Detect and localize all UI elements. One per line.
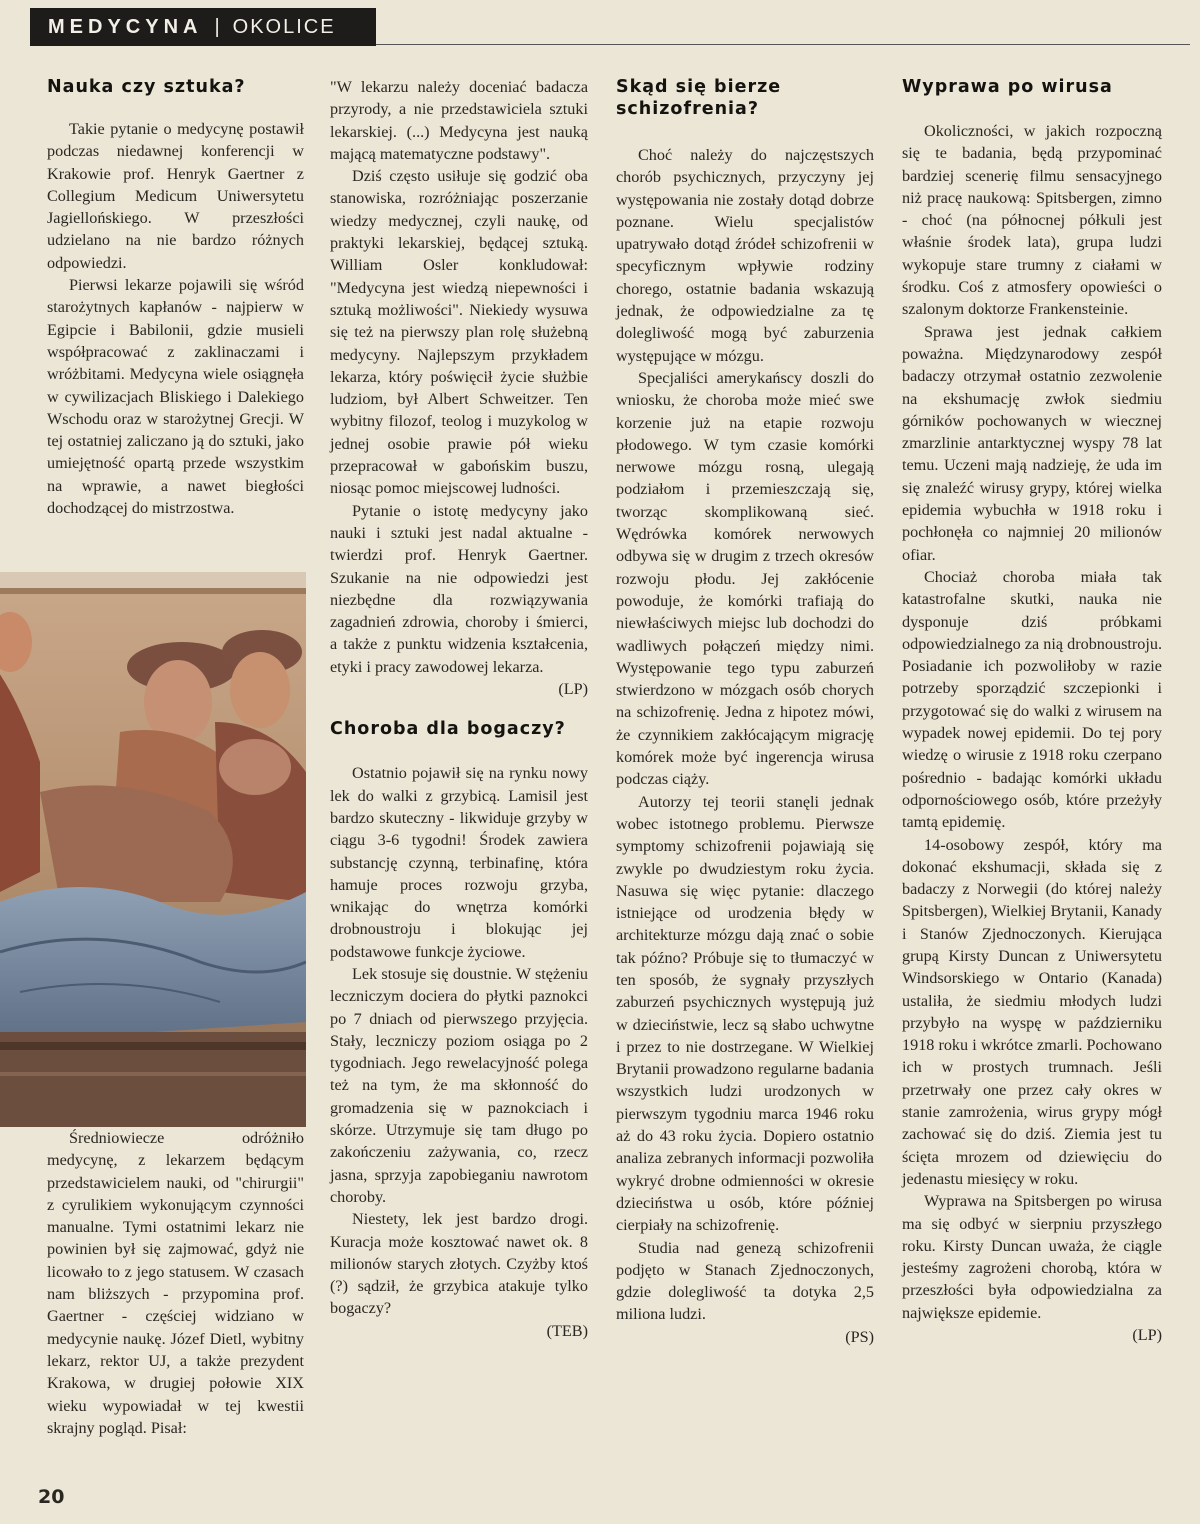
header-rule (376, 44, 1190, 45)
paragraph: Średniowiecze odróżniło medycynę, z lekarzem będącym przedstawicielem nauki, od "chirurgii" z cyrulikiem wykonującym czynności manualne. Tymi ostatnimi lekarz nie powinien był się zajmować, gdyż nie licowało to z jego statusem. W czasach nam bliższych - przypomina prof. Gaertner - częściej widziano w medycynie naukę. Józef Dietl, wybitny lekarz, rektor UJ, a także prezydent Krakowa, w drugiej połowie XIX wieku wypowiadał w tej kwestii skrajny pogląd. Pisał: (47, 1129, 304, 1437)
paragraph: 14-osobowy zespół, który ma dokonać ekshumacji, składa się z badaczy z Norwegii (do której należy Spitsbergen), Wielkiej Brytanii, Kanady i Stanów Zjednoczonych. Kierująca grupą Kirsty Duncan z Uniwersytetu Windsorskiego w Ontario (Kanada) ustaliła, że siedmiu młodych ludzi przybyło na wyspę w październiku 1918 roku i wkrótce zmarli. Pochowano ich w prostych trumnach. Jeśli przetrwały one przez cały okres w stanie zamrożenia, wirus grypy mógł zachować się do dziś. Ziemia jest tu ścięta mrozem od dziewięciu do jedenastu miesięcy w roku. (902, 835, 1162, 1188)
article-title: Skąd się bierze schizofrenia? (616, 77, 782, 119)
medieval-sculpture-image (0, 572, 306, 1127)
section-subtitle: OKOLICE (232, 15, 336, 38)
signature: (TEB) (546, 1321, 588, 1340)
paragraph: "W lekarzu należy doceniać badacza przyrody, a nie przedstawiciela sztuki lekarskiej. (...) Medycyna jest nauką mającą matematyczne podstawy". (330, 78, 588, 163)
article-schizofrenia (616, 76, 874, 1348)
paragraph: Dziś często usiłuje się godzić oba stanowiska, rozróżniając poszerzanie wiedzy medycznej, czyli naukę, od praktyki lekarskiej, będącej sztuką. William Osler konkludował: "Medycyna jest wiedzą niepewności i sztuką możliwości". Niekiedy wysuwa się też na pierwszy plan rolę służebną medycyny. Najlepszym przykładem lekarza, który poświęcił życie służbie ludziom, był Albert Schweitzer. Ten wybitny filozof, teolog i muzykolog w jednej osobie prawie pół wieku przepracował w gabońskim buszu, niosąc pomoc miejscowej ludności. (330, 167, 588, 498)
paragraph: Pierwsi lekarze pojawili się wśród starożytnych kapłanów - najpierw w Egipcie i Babilonii, gdzie musieli współpracować z zaklinaczami i wróżbitami. Medycyna wiele osiągnęła w cywilizacjach Bliskiego i Dalekiego Wschodu oraz w starożytnej Grecji. W tej ostatniej zaliczano ją do sztuki, jako umiejętność opartą przede wszystkim na wprawie, a nawet biegłości dochodzącej do mistrzostwa. (47, 276, 304, 518)
paragraph: Chociaż choroba miała tak katastrofalne skutki, nauka nie dysponuje dziś próbkami odpowiedzialnego za nią drobnoustroju. Posiadanie ich pozwoliłoby w razie potrzeby sporządzić szczepionki i przygotować się do walki z wirusem na wypadek nowej epidemii. Do tej pory wiedzę o wirusie z 1918 roku czerpano pośrednio - badając komórki układu odpornościowego osób, które przeżyły tamtą epidemię. (902, 567, 1162, 832)
paragraph: Autorzy tej teorii stanęli jednak wobec istotnego problemu. Pierwsze symptomy schizofrenii pojawiają się zwykle po dwudziestym roku życia. Nasuwa się więc pytanie: dlaczego istniejące od urodzenia błędy w architekturze mózgu dają znać o sobie tak późno? Próbuje się to tłumaczyć w ten sposób, że sygnały przyszłych zaburzeń psychicznych występują już w dzieciństwie, lecz są słabo uchwytne i przez to nie dostrzegane. W Wielkiej Brytanii prowadzono regularne badania wszystkich ludzi urodzonych w pierwszym tygodniu marca 1946 roku aż do 43 roku życia. Dopiero ostatnio analiza zebranych informacji pozwoliła wykryć drobne odmienności w okresie dzieciństwa u osób, które później cierpiały na schizofrenię. (616, 792, 874, 1235)
paragraph: Specjaliści amerykańscy doszli do wniosku, że choroba może mieć swe korzenie już na etapie rozwoju płodowego. W tym czasie komórki nerwowe mózgu rosną, ulegają podziałom i przemieszczają się, tworząc skomplikowaną sieć. Wędrówka komórek nerwowych odbywa się w drugim z trzech okresów rozwoju płodu. Jej zakłócenie powoduje, że komórki trafiają do niewłaściwych miejsc lub dochodzi do wadliwych połączeń między nimi. Występowanie tego typu zaburzeń stwierdzono w mózgach osób chorych na schizofrenię. Jedna z hipotez mówi, że czynnikiem zakłócającym migrację komórek może być ingerencja wirusa podczas ciąży. (616, 368, 874, 789)
article-title: Wyprawa po wirusa (902, 77, 1113, 97)
signature: (PS) (845, 1327, 874, 1346)
paragraph: Niestety, lek jest bardzo drogi. Kuracja może kosztować nawet ok. 8 milionów starych złotych. Czyżby ktoś (?) sądził, że grzybica atakuje tylko bogaczy? (330, 1210, 588, 1318)
paragraph: Sprawa jest jednak całkiem poważna. Międzynarodowy zespół badaczy otrzymał ostatnio zezwolenie na ekshumację zwłok siedmiu górników pochowanych w wiecznej zmarzlinie antarktycznej wyspy 78 lat temu. Uczeni mają nadzieję, że uda im się znaleźć wirusy grypy, której wielka epidemia wybuchła w 1918 roku i pochłonęła co najmniej 20 milionów ofiar. (902, 322, 1162, 564)
header-separator: | (214, 15, 223, 38)
article-nauka-column-1-top (47, 76, 304, 519)
signature: (LP) (1132, 1326, 1162, 1345)
page-number: 20 (38, 1486, 65, 1508)
article-wyprawa (902, 76, 1162, 1346)
paragraph: Takie pytanie o medycynę postawił podczas niedawnej konferencji w Krakowie prof. Henryk Gaertner z Collegium Medicum Uniwersytetu Jagiellońskiego. W przeszłości udzielano na nie bardzo różnych odpowiedzi. (47, 120, 304, 272)
paragraph: Pytanie o istotę medycyny jako nauki i sztuki jest nadal aktualne - twierdzi prof. Henryk Gaertner. Szukanie na nie odpowiedzi jest niezbędne dla rozwiązywania zagadnień zdrowia, choroby i śmierci, a także z punktu widzenia kształcenia, etyki i pracy zawodowej lekarza. (330, 501, 588, 676)
column-2 (330, 76, 588, 1342)
paragraph: Ostatnio pojawił się na rynku nowy lek do walki z grzybicą. Lamisil jest bardzo skuteczny - likwiduje grzyby w ciągu 3-6 tygodni! Środek zawiera substancję czynną, terbinafinę, która hamuje proces rozwoju grzyba, wnikając do wnętrza komórki drobnoustroju i blokując jej podstawowe funkcje życiowe. (330, 764, 588, 961)
article-title: Choroba dla bogaczy? (330, 719, 566, 740)
paragraph: Okoliczności, w jakich rozpoczną się te badania, będą przypominać bardziej scenerię filmu sensacyjnego niż pracę naukową: Spitsbergen, zimno - choć (na północnej półkuli jest właśnie środek lata), grupa ludzi wykopuje stare trumny z ciałami w środku. Coś z atmosfery opowieści o szalonym doktorze Frankensteinie. (902, 122, 1162, 319)
paragraph: Lek stosuje się doustnie. W stężeniu leczniczym dociera do płytki paznokci po 7 dniach od pierwszego przyjęcia. Stały, leczniczy poziom osiąga po 2 tygodniach. Jego rewelacyjność polega też na tym, że ma skłonność do gromadzenia się w paznokciach i skórze. Utrzymuje się tam długo po zakończeniu zażywania, co, rzecz jasna, sprzyja zapobieganiu nawrotom choroby. (330, 964, 588, 1206)
paragraph: Studia nad genezą schizofrenii podjęto w Stanach Zjednoczonych, gdzie dolegliwość ta dotyka 2,5 miliona ludzi. (616, 1238, 874, 1324)
section-header (30, 8, 376, 46)
article-title: Nauka czy sztuka? (47, 77, 246, 97)
section-title: MEDYCYNA (48, 15, 203, 38)
paragraph: Choć należy do najczęstszych chorób psychicznych, przyczyny jej występowania nie zostały dotąd dobrze poznane. Wielu specjalistów upatrywało dotąd źródeł schizofrenii w specyficznym wpływie rodziny chorego, ostatnie badania wskazują jednak, że odpowiedzialne za tę dolegliwość mogą być zaburzenia występujące w mózgu. (616, 146, 874, 365)
paragraph: Wyprawa na Spitsbergen po wirusa ma się odbyć w sierpniu przyszłego roku. Kirsty Duncan uważa, że ciągle jesteśmy zagrożeni chorobą, która w przeszłości była odpowiedzialna za największe epidemie. (902, 1192, 1162, 1322)
signature: (LP) (558, 680, 588, 699)
article-nauka-column-1-bottom (47, 1127, 304, 1439)
